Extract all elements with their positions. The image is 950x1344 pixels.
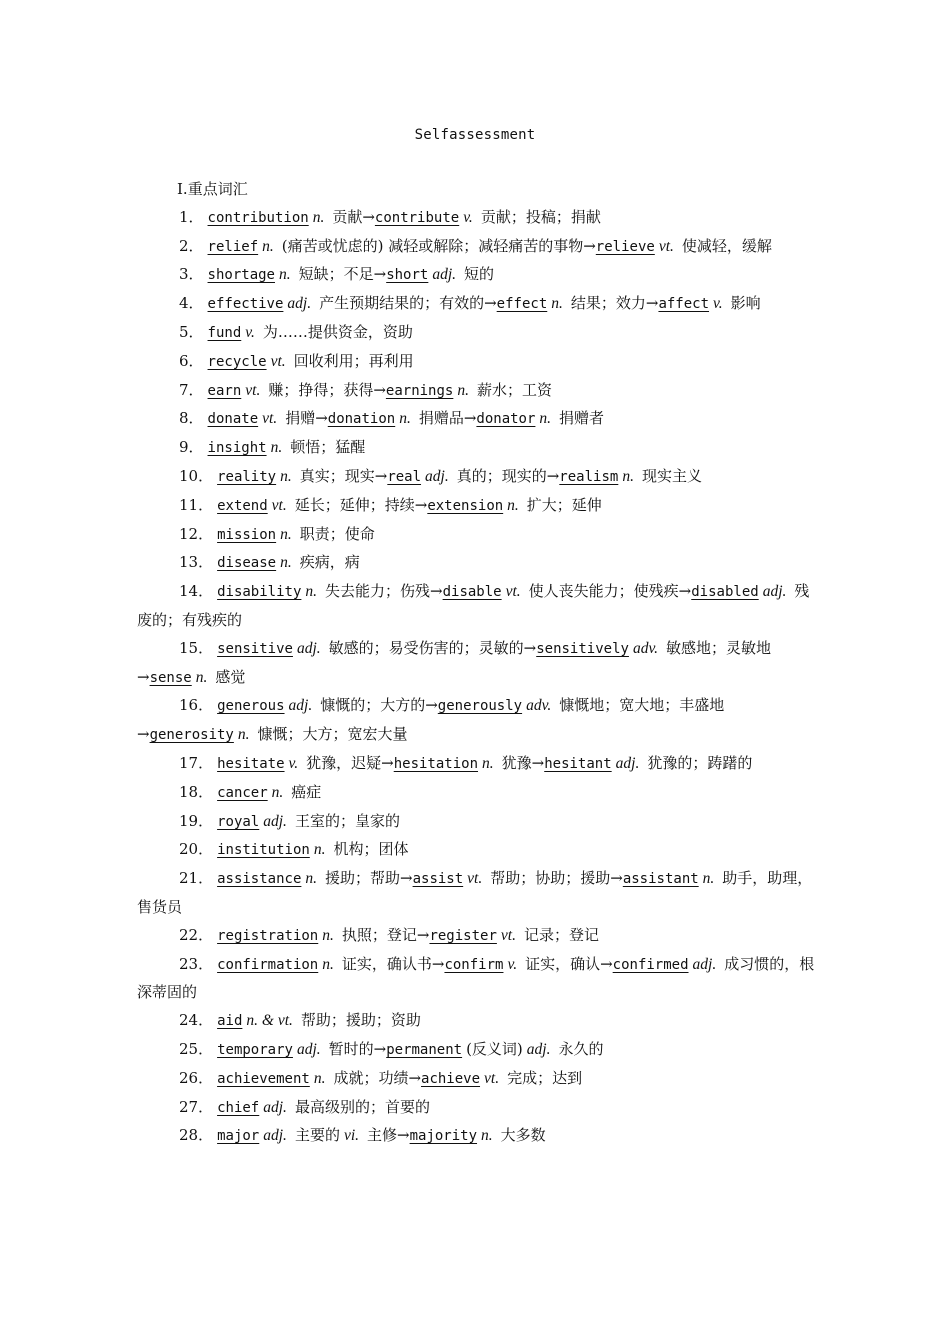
page-title: Selfassessment xyxy=(414,127,536,143)
vocab-entry xyxy=(137,1007,820,1036)
vocab-entry xyxy=(137,578,820,635)
definition-text: 慷慨地；宽大地；丰盛地→ xyxy=(137,696,725,744)
vocab-word: generosity xyxy=(149,727,234,744)
part-of-speech: adj. xyxy=(425,467,449,485)
part-of-speech: v. xyxy=(507,955,518,973)
vocabulary-section xyxy=(137,176,820,1151)
definition-text: 为……提供资金，资助 xyxy=(262,322,413,341)
part-of-speech: n. xyxy=(280,467,292,485)
part-of-speech: adj. xyxy=(296,639,321,657)
part-of-speech: n. xyxy=(622,467,634,485)
definition-text: 捐赠品→ xyxy=(418,409,477,428)
part-of-speech: n. xyxy=(278,266,291,284)
definition-text: 捐赠者 xyxy=(559,409,605,428)
vocab-word: temporary xyxy=(217,1041,293,1058)
entry-number: 25． xyxy=(179,1039,214,1058)
vocab-word: chief xyxy=(217,1099,260,1116)
definition-text: (反义词) xyxy=(466,1039,523,1058)
vocab-entry xyxy=(137,779,820,808)
definition-text: 犹豫，迟疑→ xyxy=(306,753,394,772)
part-of-speech: n. xyxy=(322,955,334,973)
vocab-entry xyxy=(137,290,820,319)
vocab-entry xyxy=(137,1094,820,1123)
definition-text: 帮助；协助；援助→ xyxy=(490,869,623,888)
definition-text: 短缺；不足→ xyxy=(298,265,387,284)
vocab-entry xyxy=(137,348,820,377)
definition-text: 犹豫→ xyxy=(501,753,545,772)
vocab-entry xyxy=(137,204,820,233)
vocab-word: mission xyxy=(217,526,277,543)
entry-number: 21． xyxy=(179,869,214,888)
definition-text: 真实；现实→ xyxy=(299,466,388,485)
entry-number: 22． xyxy=(179,925,214,944)
vocab-entry xyxy=(137,836,820,865)
part-of-speech: n. xyxy=(481,1127,493,1145)
definition-text: 敏感地；灵敏地→ xyxy=(137,638,772,686)
part-of-speech: v. xyxy=(463,208,473,226)
vocab-word: reality xyxy=(217,468,277,485)
entry-number: 18． xyxy=(179,782,214,801)
entry-number: 20． xyxy=(179,840,214,859)
part-of-speech: adj. xyxy=(288,697,313,715)
definition-text: 产生预期结果的；有效的→ xyxy=(319,294,497,313)
vocab-word: assistance xyxy=(217,871,302,888)
vocab-entry xyxy=(137,692,820,750)
definition-text: 成就；功绩→ xyxy=(333,1068,422,1087)
vocab-word: extension xyxy=(427,497,504,514)
definition-text: 贡献→ xyxy=(332,207,375,226)
definition-text: 王室的；皇家的 xyxy=(294,811,400,830)
part-of-speech: n. xyxy=(482,754,494,772)
definition-text: 疾病，病 xyxy=(299,553,360,572)
entry-number: 3． xyxy=(179,265,204,284)
vocab-word: confirmation xyxy=(217,956,319,973)
definition-text: 使减轻，缓解 xyxy=(681,236,772,255)
definition-text: 结果；效力→ xyxy=(570,294,659,313)
vocab-word: extend xyxy=(217,497,268,514)
definition-text: 帮助；援助；资助 xyxy=(300,1011,421,1030)
part-of-speech: adj. xyxy=(762,583,787,601)
vocab-word: realism xyxy=(559,468,619,485)
definition-text: 主要的 xyxy=(294,1126,340,1145)
part-of-speech: n. xyxy=(280,525,292,543)
vocab-word: real xyxy=(387,468,422,485)
definition-text: 证实，确认→ xyxy=(525,954,613,973)
entry-number: 19． xyxy=(179,811,214,830)
definition-text: 助手，助理，售货员 xyxy=(137,869,813,916)
definition-text: 敏感的；易受伤害的；灵敏的→ xyxy=(328,638,537,657)
entry-number: 23． xyxy=(179,954,214,973)
vocabulary-list xyxy=(137,204,820,1151)
section-heading: Ⅰ.重点词汇 xyxy=(177,180,248,198)
vocab-entry xyxy=(137,635,820,693)
definition-text: 残废的；有残疾的 xyxy=(137,582,810,629)
definition-text: 大多数 xyxy=(500,1126,546,1145)
vocab-word: achievement xyxy=(217,1070,310,1087)
definition-text: (痛苦或忧虑的) 减轻或解除；减轻痛苦的事物→ xyxy=(281,236,596,255)
vocab-word: disability xyxy=(217,584,302,601)
part-of-speech: adj. xyxy=(263,1127,287,1145)
vocab-entry xyxy=(137,405,820,434)
definition-text: 慷慨的；大方的→ xyxy=(320,696,438,715)
vocab-word: relief xyxy=(207,238,259,255)
vocab-word: affect xyxy=(658,296,710,313)
definition-text: 慷慨；大方；宽宏大量 xyxy=(257,725,408,744)
entry-number: 27． xyxy=(179,1097,214,1116)
part-of-speech: n. xyxy=(507,496,519,514)
part-of-speech: n. xyxy=(262,237,274,255)
vocab-word: contribute xyxy=(374,209,460,226)
part-of-speech: n. xyxy=(457,381,469,399)
vocab-entry xyxy=(137,865,820,922)
part-of-speech: vt. xyxy=(270,352,286,370)
definition-text: 扩大；延伸 xyxy=(526,495,602,514)
vocab-word: earnings xyxy=(385,382,454,399)
part-of-speech: n. xyxy=(305,583,318,601)
part-of-speech: vt. xyxy=(500,926,516,944)
vocab-word: register xyxy=(429,927,497,944)
definition-text: 现实主义 xyxy=(641,466,702,485)
definition-text: 失去能力；伤残→ xyxy=(325,582,443,601)
part-of-speech: vt. xyxy=(658,237,674,255)
vocab-word: institution xyxy=(217,842,310,859)
definition-text: 薪水；工资 xyxy=(476,380,552,399)
vocab-word: major xyxy=(217,1128,260,1145)
definition-text: 执照；登记→ xyxy=(341,925,430,944)
vocab-word: insight xyxy=(207,440,267,457)
vocab-word: recycle xyxy=(207,353,267,370)
entry-number: 4． xyxy=(179,294,204,313)
vocab-entry xyxy=(137,233,820,262)
definition-text: 机构；团体 xyxy=(333,840,409,859)
entry-number: 6． xyxy=(179,351,204,370)
vocab-word: disabled xyxy=(691,584,759,601)
part-of-speech: n. xyxy=(270,439,283,457)
definition-text: 证实，确认书→ xyxy=(341,954,445,973)
vocab-entry xyxy=(137,434,820,463)
entry-number: 15． xyxy=(179,638,214,657)
entry-number: 10． xyxy=(179,466,214,485)
definition-text: 短的 xyxy=(464,265,495,284)
definition-text: 犹豫的；踌躇的 xyxy=(647,753,753,772)
part-of-speech: n. xyxy=(280,554,292,572)
vocab-word: donator xyxy=(476,411,536,428)
vocab-word: generously xyxy=(437,698,523,715)
definition-text: 永久的 xyxy=(558,1039,604,1058)
definition-text: 贡献；投稿；捐献 xyxy=(480,207,601,226)
entry-number: 12． xyxy=(179,524,214,543)
definition-text: 回收利用；再利用 xyxy=(293,351,414,370)
vocab-entry xyxy=(137,922,820,951)
entry-number: 5． xyxy=(179,322,204,341)
definition-text: 主修→ xyxy=(367,1126,410,1145)
part-of-speech: adj. xyxy=(526,1040,551,1058)
entry-number: 17． xyxy=(179,753,214,772)
part-of-speech: n. xyxy=(237,726,250,744)
part-of-speech: n. xyxy=(305,870,318,888)
vocab-word: relieve xyxy=(595,238,655,255)
vocab-word: assistant xyxy=(622,871,699,888)
part-of-speech: n. xyxy=(313,1069,326,1087)
definition-text: 赚；挣得；获得→ xyxy=(268,380,386,399)
vocab-word: hesitant xyxy=(544,755,612,772)
vocab-entry xyxy=(137,319,820,348)
vocab-word: donate xyxy=(207,411,259,428)
vocab-entry xyxy=(137,1122,820,1151)
vocab-entry xyxy=(137,750,820,779)
definition-text: 完成；达到 xyxy=(507,1068,583,1087)
vocab-word: shortage xyxy=(207,267,275,284)
part-of-speech: n. xyxy=(539,410,552,428)
part-of-speech: adj. xyxy=(287,295,312,313)
definition-text: 援助；帮助→ xyxy=(325,869,413,888)
part-of-speech: vt. xyxy=(505,583,521,601)
vocab-word: aid xyxy=(217,1013,243,1030)
part-of-speech: adj. xyxy=(296,1040,321,1058)
part-of-speech: vt. xyxy=(271,496,287,514)
vocab-word: cancer xyxy=(217,784,268,801)
part-of-speech: n. xyxy=(702,870,715,888)
vocab-entry xyxy=(137,549,820,578)
part-of-speech: adv. xyxy=(632,639,659,657)
vocab-word: effect xyxy=(496,296,548,313)
vocab-word: effective xyxy=(207,296,284,313)
definition-text: 感觉 xyxy=(215,667,246,686)
part-of-speech: v. xyxy=(245,323,255,341)
entry-number: 8． xyxy=(179,409,204,428)
entry-number: 1． xyxy=(179,207,204,226)
part-of-speech: n. xyxy=(195,668,208,686)
vocab-word: donation xyxy=(327,411,396,428)
definition-text: 癌症 xyxy=(291,782,322,801)
part-of-speech: n. xyxy=(312,208,325,226)
vocab-word: achieve xyxy=(421,1070,481,1087)
vocab-word: sensitively xyxy=(536,640,629,657)
entry-number: 24． xyxy=(179,1011,214,1030)
definition-text: 影响 xyxy=(730,294,761,313)
part-of-speech: adj. xyxy=(432,266,457,284)
entry-number: 26． xyxy=(179,1068,214,1087)
vocab-word: disease xyxy=(217,555,277,572)
vocab-entry xyxy=(137,808,820,837)
definition-text: 延长；延伸；持续→ xyxy=(294,495,428,514)
vocab-word: confirm xyxy=(444,956,504,973)
entry-number: 28． xyxy=(179,1126,214,1145)
part-of-speech: vt. xyxy=(262,410,278,428)
part-of-speech: adv. xyxy=(526,697,552,715)
part-of-speech: n. xyxy=(551,295,563,313)
vocab-word: short xyxy=(386,267,429,284)
vocab-word: assist xyxy=(412,871,464,888)
vocab-entry xyxy=(137,377,820,406)
entry-number: 13． xyxy=(179,553,214,572)
part-of-speech: n. xyxy=(271,783,284,801)
part-of-speech: adj. xyxy=(692,955,717,973)
definition-text: 捐赠→ xyxy=(285,409,328,428)
entry-number: 11． xyxy=(179,495,214,514)
vocab-word: sensitive xyxy=(217,640,293,657)
definition-text: 暂时的→ xyxy=(328,1039,387,1058)
vocab-word: generous xyxy=(217,698,285,715)
vocab-entry xyxy=(137,463,820,492)
part-of-speech: vt. xyxy=(467,870,483,888)
part-of-speech: vi. xyxy=(343,1127,360,1145)
part-of-speech: adj. xyxy=(615,754,640,772)
vocab-word: hesitate xyxy=(217,755,285,772)
part-of-speech: v. xyxy=(288,754,299,772)
vocab-word: fund xyxy=(207,324,242,341)
entry-number: 14． xyxy=(179,582,214,601)
part-of-speech: n. & vt. xyxy=(246,1012,293,1030)
vocab-word: confirmed xyxy=(612,956,689,973)
entry-number: 7． xyxy=(179,380,204,399)
vocab-word: permanent xyxy=(386,1041,463,1058)
vocab-word: majority xyxy=(409,1128,478,1145)
part-of-speech: n. xyxy=(322,926,334,944)
definition-text: 使人丧失能力；使残疾→ xyxy=(528,582,692,601)
vocab-word: royal xyxy=(217,813,260,830)
part-of-speech: vt. xyxy=(245,381,261,399)
definition-text: 真的；现实的→ xyxy=(456,466,560,485)
vocab-entry xyxy=(137,1036,820,1065)
vocab-word: hesitation xyxy=(393,755,479,772)
definition-text: 最高级别的；首要的 xyxy=(294,1097,430,1116)
definition-text: 顿悟；猛醒 xyxy=(290,438,366,457)
part-of-speech: n. xyxy=(399,410,411,428)
entry-number: 2． xyxy=(179,236,204,255)
entry-number: 9． xyxy=(179,438,204,457)
definition-text: 记录；登记 xyxy=(523,925,599,944)
part-of-speech: adj. xyxy=(263,1098,287,1116)
vocab-entry xyxy=(137,261,820,290)
part-of-speech: adj. xyxy=(263,812,287,830)
vocab-word: registration xyxy=(217,927,319,944)
vocab-word: sense xyxy=(149,669,192,686)
part-of-speech: v. xyxy=(713,295,723,313)
definition-text: 职责；使命 xyxy=(299,524,375,543)
definition-text: 成习惯的，根深蒂固的 xyxy=(137,954,815,1002)
vocab-entry xyxy=(137,951,820,1008)
vocab-entry xyxy=(137,521,820,550)
vocab-word: contribution xyxy=(207,209,309,226)
entry-number: 16． xyxy=(179,696,214,715)
vocab-entry xyxy=(137,492,820,521)
vocab-word: earn xyxy=(207,382,242,399)
part-of-speech: vt. xyxy=(484,1069,500,1087)
part-of-speech: n. xyxy=(313,841,326,859)
vocab-word: disable xyxy=(442,584,502,601)
vocab-entry xyxy=(137,1065,820,1094)
